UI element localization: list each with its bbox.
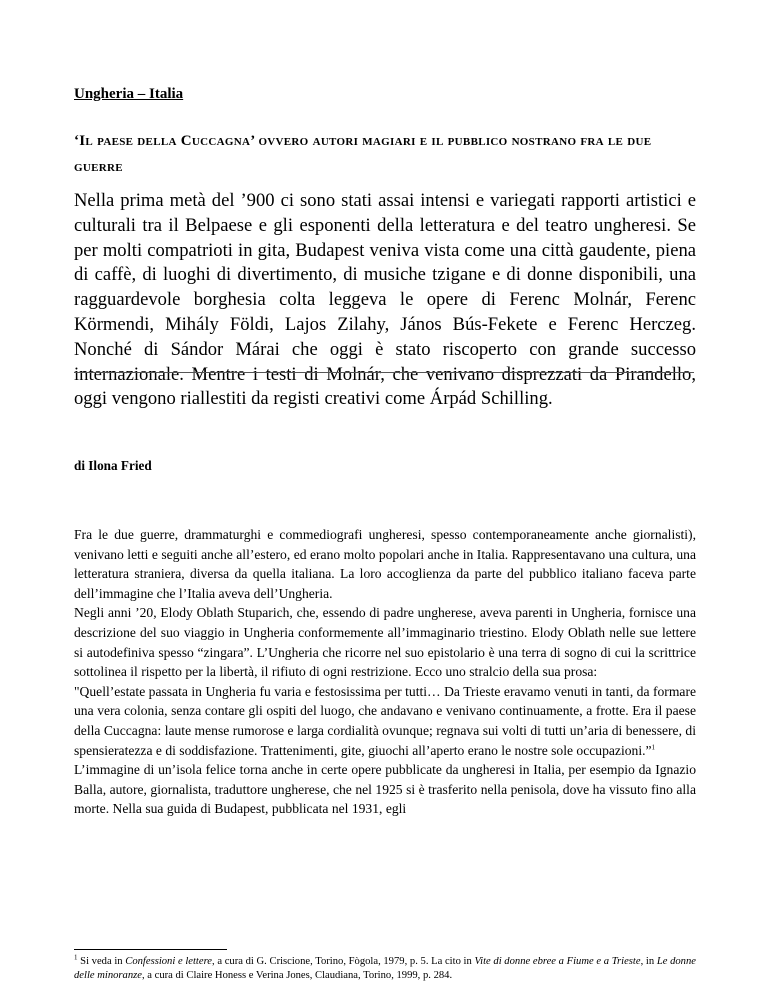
footnote-separator (74, 949, 227, 950)
footnote-text: , in (640, 956, 657, 967)
body-paragraph: Negli anni ’20, Elody Oblath Stuparich, che, essendo di padre ungherese, aveva parenti in Ungheria, fornisce una descrizione del suo viaggio in Ungheria conformemente all’immaginario triestino. Elody Oblath nelle sue lettere si autodefiniva spesso “zingara”. L’Ungheria che ricorre nel suo epistolario è una terra di sogno di cui la scrittrice sottolinea il rispetto per la libertà, il rifiuto di ogni restrizione. Ecco uno stralcio della sua prosa: (74, 605, 696, 680)
footnote-text: , a cura di Claire Honess e Verina Jones, Claudiana, Torino, 1999, p. 284. (141, 970, 453, 981)
article-body (74, 525, 696, 819)
section-heading: Ungheria – Italia (74, 86, 184, 102)
footnote-text: , a cura di G. Criscione, Torino, Fògola, 1979, p. 5. La cito in (212, 956, 475, 967)
body-paragraph: Fra le due guerre, drammaturghi e commediografi ungheresi, spesso contemporaneamente anche giornalisti), venivano letti e seguiti anche all’estero, ed erano molto popolari anche in Italia. Rappresentavano una cultura, una letteratura straniera, diversa da quella italiana. La loro accoglienza da parte del pubblico italiano faceva parte dell’immagine che l’Italia aveva dell’Ungheria. (74, 527, 696, 601)
article-abstract: Nella prima metà del ’900 ci sono stati assai intensi e variegati rapporti artistici e culturali tra il Belpaese e gli esponenti della letteratura e del teatro ungheresi. Se per molti compatrioti in gita, Budapest veniva vista come una città gaudente, piena di caffè, di luoghi di divertimento, di musiche tzigane e di donne disponibili, una ragguardevole borghesia colta leggeva le opere di Ferenc Molnár, Ferenc Körmendi, Mihály Földi, Lajos Zilahy, János Bús-Fekete e Ferenc Herczeg. Nonché di Sándor Márai che oggi è stato riscoperto con grande successo internazionale. Mentre i testi di Molnár, che venivano disprezzati da Pirandello, oggi vengono riallestiti da registi creativi come Árpád Schilling. (74, 190, 696, 410)
article-title: ‘Il paese della Cuccagna’ ovvero autori magiari e il pubblico nostrano fra le due guerre (74, 133, 652, 175)
footnote-reference[interactable]: 1 (651, 743, 656, 751)
footnote-text: Si veda in (77, 956, 126, 967)
footnote (74, 955, 696, 983)
footnote-title: Le donne delle minoranze (74, 956, 696, 981)
author-byline: di Ilona Fried (74, 458, 152, 473)
footnote-title: Confessioni e lettere (125, 956, 213, 967)
body-paragraph-quote (74, 682, 696, 760)
footnote-marker: 1 (74, 953, 78, 962)
body-paragraph: L’immagine di un’isola felice torna anche in certe opere pubblicate da ungheresi in Italia, per esempio da Ignazio Balla, autore, giornalista, traduttore ungherese, che nel 1925 si è trasferito nella penisola, dove ha vissuto fino alla morte. Nella sua guida di Budapest, pubblicata nel 1931, egli (74, 762, 696, 817)
quote-text: "Quell’estate passata in Ungheria fu varia e festosissima per tutti… Da Trieste eravamo venuti in tanti, da formare una vera colonia, senza contare gli ospiti del luogo, che andavano e venivano continuamente, a frotte. Era il paese della Cuccagna: laute mense rumorose e larga cordialità ovunque; regnava sui volti di tutti un’aria di benessere, di spensieratezza e di soddisfazione. Trattenimenti, gite, giuochi all’aperto erano le nostre sole occupazioni.” (74, 683, 696, 758)
separator-line (74, 372, 694, 373)
footnote-title: Vite di donne ebree a Fiume e a Trieste (474, 956, 641, 967)
